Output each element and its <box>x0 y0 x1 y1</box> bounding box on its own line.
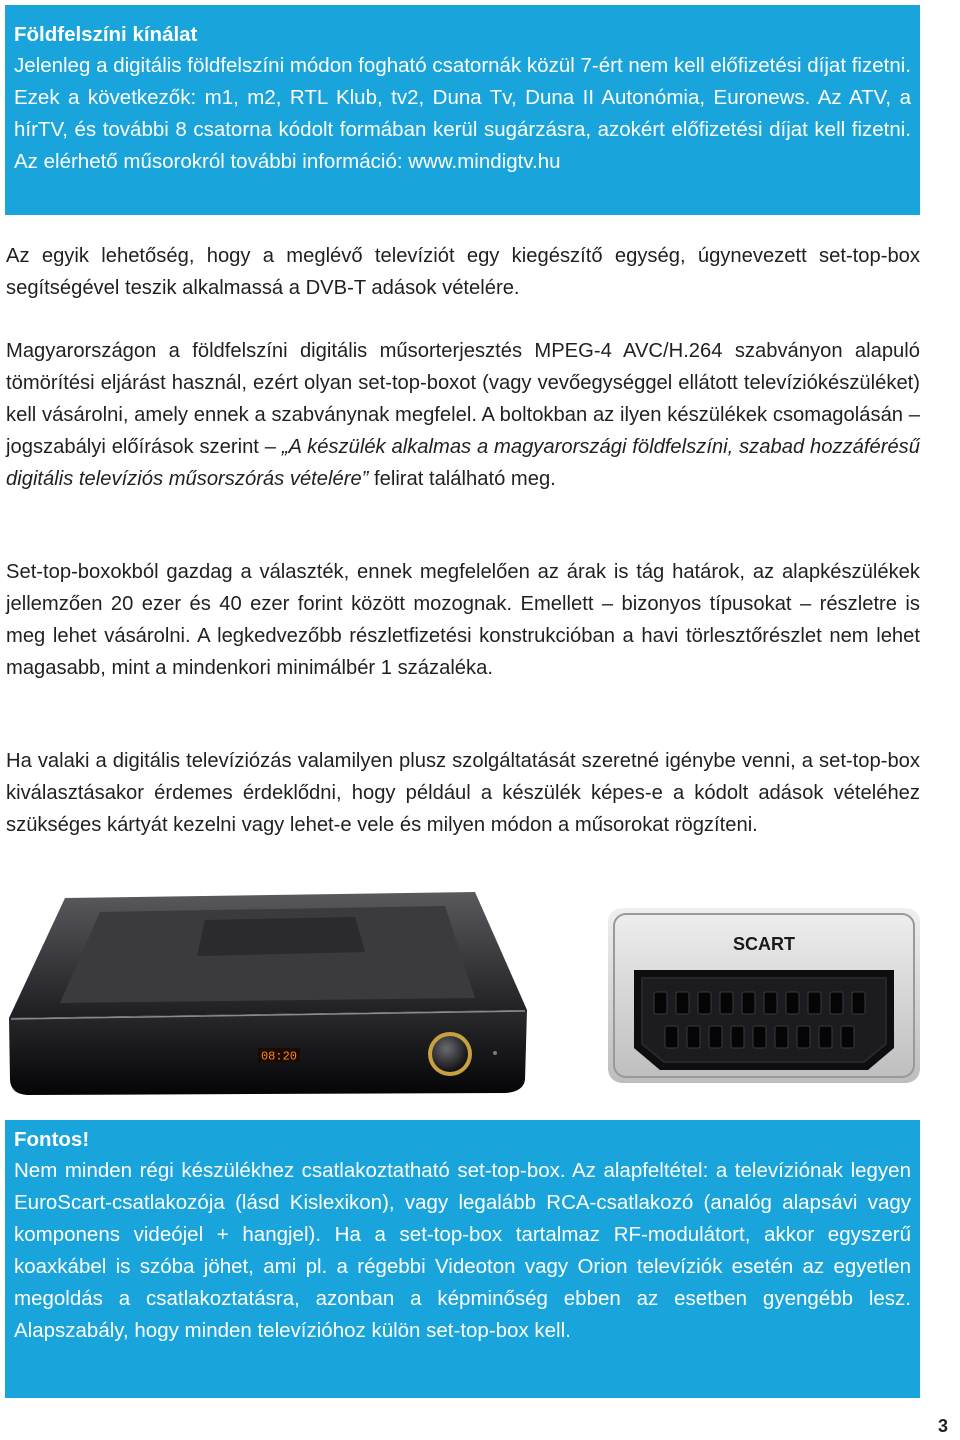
page-number: 3 <box>938 1416 949 1436</box>
scart-pin <box>676 992 689 1014</box>
paragraph-extra-services: Ha valaki a digitális televíziózás valamilyen plusz szolgáltatását szeretné igénybe venni, a set-top-box kiválasztásakor érdemes érdeklődni, hogy például a készülék képes-e a kódolt adások vételéhez szükséges kártyát kezelni vagy lehet-e vele és milyen módon a műsorokat rögzíteni. <box>6 750 920 836</box>
paragraph-mpeg4-standard <box>6 335 920 495</box>
info-box-text: Nem minden régi készülékhez csatlakoztatható set-top-box. Az alapfeltétel: a televíziónak legyen EuroScart-csatlakozója (lásd Kislexikon), vagy legalább RCA-csatlakozó (analóg alapsávi vagy komponens videójel + hangjel). Ha a set-top-box tartalmaz RF-modulátort, akkor egyszerű koaxkábel is szóba jöhet, ami pl. a régebbi Videoton vagy Orion televíziók esetén az egyetlen megoldás a csatlakoztatásra, azonban a képminőség ebben az esetben gyengébb lesz. Alapszabály, hogy minden televízióhoz külön set-top-box kell. <box>14 1159 911 1342</box>
scart-pin <box>665 1026 678 1048</box>
scart-pin <box>841 1026 854 1048</box>
scart-pin <box>786 992 799 1014</box>
box-center-recess <box>197 917 365 956</box>
scart-pin <box>808 992 821 1014</box>
scart-pin <box>819 1026 832 1048</box>
control-knob-icon <box>432 1036 468 1072</box>
info-box-title: Fontos! <box>14 1128 90 1151</box>
set-top-box-photo <box>5 890 531 1095</box>
scart-pin <box>654 992 667 1014</box>
scart-pin <box>731 1026 744 1048</box>
scart-pin <box>775 1026 788 1048</box>
paragraph-text: Magyarországon a földfelszíni digitális műsorterjesztés MPEG-4 AVC/H.264 szabványon alapuló tömörítési eljárást használ, ezért olyan set-top-boxot (vagy vevőegységgel ellátott televíziókészüléket) kell vásárolni, amely ennek a szabványnak megfelel. A boltokban az ilyen készülékek csomagolásán – jogszabályi előírások szerint – <box>6 340 920 458</box>
display-readout: 08:20 <box>260 1049 298 1064</box>
info-box-terrestrial-offer <box>5 5 920 215</box>
scart-pin <box>830 992 843 1014</box>
scart-pin <box>852 992 865 1014</box>
scart-label: SCART <box>733 934 795 954</box>
label-quote: „A készülék alkalmas a magyarországi földfelszíni, szabad hozzáférésű digitális televíziós műsorszórás vételére” <box>6 436 920 490</box>
scart-pin <box>720 992 733 1014</box>
scart-connector-photo <box>608 908 920 1083</box>
info-box-title: Földfelszíni kínálat <box>14 23 198 46</box>
scart-pin <box>742 992 755 1014</box>
set-top-box-illustration <box>5 890 531 1095</box>
scart-pin <box>709 1026 722 1048</box>
paragraph-text: felirat található meg. <box>368 468 556 490</box>
scart-pin <box>698 992 711 1014</box>
info-box-important <box>5 1120 920 1398</box>
scart-connector-illustration <box>608 908 920 1083</box>
scart-pin <box>687 1026 700 1048</box>
paragraph-set-top-box-intro: Az egyik lehetőség, hogy a meglévő televíziót egy kiegészítő egység, úgynevezett set-top-box segítségével teszik alkalmassá a DVB-T adások vételére. <box>6 245 920 299</box>
paragraph-prices: Set-top-boxokból gazdag a választék, ennek megfelelően az árak is tág határok, az alapkészülékek jellemzően 20 ezer és 40 ezer forint között mozognak. Emellett – bizonyos típusokat – részletre is meg lehet vásárolni. A legkedvezőbb részletfizetési konstrukcióban a havi törlesztőrészlet nem lehet magasabb, mint a mindenkori minimálbér 1 százaléka. <box>6 561 920 679</box>
scart-pin <box>797 1026 810 1048</box>
scart-pin <box>753 1026 766 1048</box>
scart-pin <box>764 992 777 1014</box>
info-box-text: Jelenleg a digitális földfelszíni módon fogható csatornák közül 7-ért nem kell előfizetési díjat fizetni. Ezek a következők: m1, m2, RTL Klub, tv2, Duna Tv, Duna II Autonómia, Euronews. Az ATV, a hírTV, és további 8 csatorna kódolt formában kerül sugárzásra, azokért előfizetési díjat kell fizetni. Az elérhető műsorokról további információ: www.mindigtv.hu <box>14 54 911 173</box>
